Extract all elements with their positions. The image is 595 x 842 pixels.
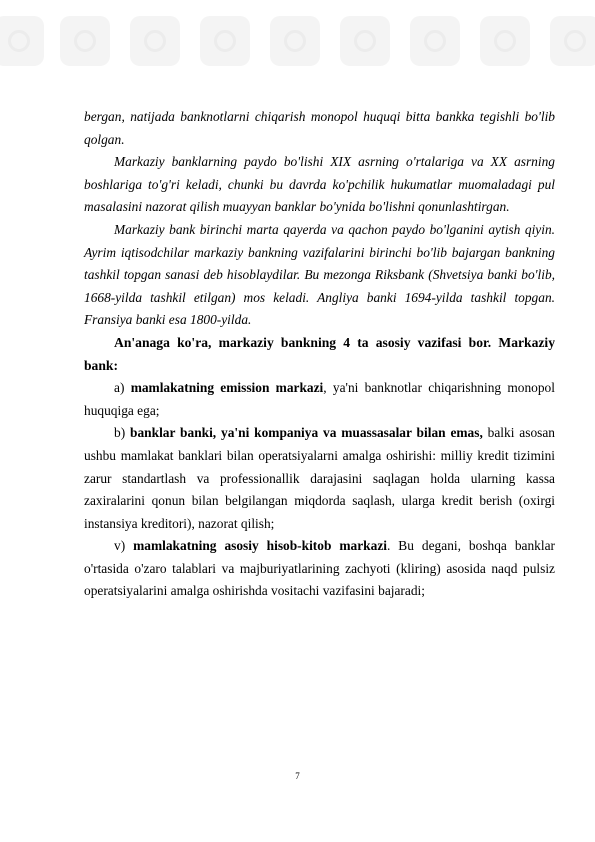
list-item	[84, 377, 555, 422]
list-item	[84, 535, 555, 603]
watermark-icon	[60, 16, 110, 66]
paragraph: bergan, natijada banknotlarni chiqarish monopol huquqi bitta bankka tegishli bo'lib qolgan.	[84, 109, 555, 147]
list-item-text: . Bu degani, boshqa banklar o'rtasida o'zaro talablari va majburiyatlarining zachyoti (kliring) asosida naqd pulsiz operatsiyalarini amalga oshirishda vositachi vazifasini bajaradi;	[84, 538, 555, 599]
body-text	[84, 106, 555, 603]
list-marker: a)	[114, 380, 125, 396]
list-marker: b)	[114, 425, 126, 441]
watermark-icon	[550, 16, 595, 66]
paragraph: Markaziy bank birinchi marta qayerda va qachon paydo bo'lganini aytish qiyin. Ayrim iqtisodchilar markaziy bankning vazifalarini birinchi bo'lib bajargan bankning tashkil topgan sanasi deb hisoblaydilar. Bu mezonga Riksbank (Shvetsiya banki bo'lib, 1668-yilda tashkil etilgan) mos keladi. Angliya banki 1694-yilda tashkil topgan. Fransiya banki esa 1800-yilda.	[84, 221, 555, 328]
list-item-text: , ya'ni banknotlar chiqarishning monopol huquqiga ega;	[84, 380, 555, 418]
watermark-icon	[130, 16, 180, 66]
list-item	[84, 422, 555, 535]
section-heading: An'anaga ko'ra, markaziy bankning 4 ta asosiy vazifasi bor. Markaziy bank:	[84, 334, 555, 373]
list-item-text: balki asosan ushbu mamlakat banklari bilan operatsiyalarni amalga oshirishi: milliy kredit tizimini zarur standartlash va professionallik darajasini saqlagan holda ularning kassa zaxiralarini qonun bilan belgilangan miqdorda saqlash, ularga kredit berish (oxirgi instansiya kreditori), nazorat qilish;	[84, 425, 556, 531]
watermark-icon	[0, 16, 44, 66]
list-item-term: mamlakatning emission markazi	[130, 380, 324, 396]
list-item-term: banklar banki, ya'ni kompaniya va muassasalar bilan emas,	[130, 425, 483, 441]
watermark-icon	[480, 16, 530, 66]
list-marker: v)	[114, 538, 126, 554]
watermark-icon	[270, 16, 320, 66]
page-number: 7	[295, 771, 300, 781]
watermark-icon	[410, 16, 460, 66]
watermark-icon	[340, 16, 390, 66]
list-item-term: mamlakatning asosiy hisob-kitob markazi	[133, 538, 387, 554]
watermark-icon	[200, 16, 250, 66]
paragraph: Markaziy banklarning paydo bo'lishi XIX asrning o'rtalariga va XX asrning boshlariga to'g'ri keladi, chunki bu davrda ko'pchilik hukumatlar muomaladagi pul masalasini nazorat qilish muayyan banklar bo'ynida bo'lishni qonunlashtirgan.	[84, 154, 555, 215]
